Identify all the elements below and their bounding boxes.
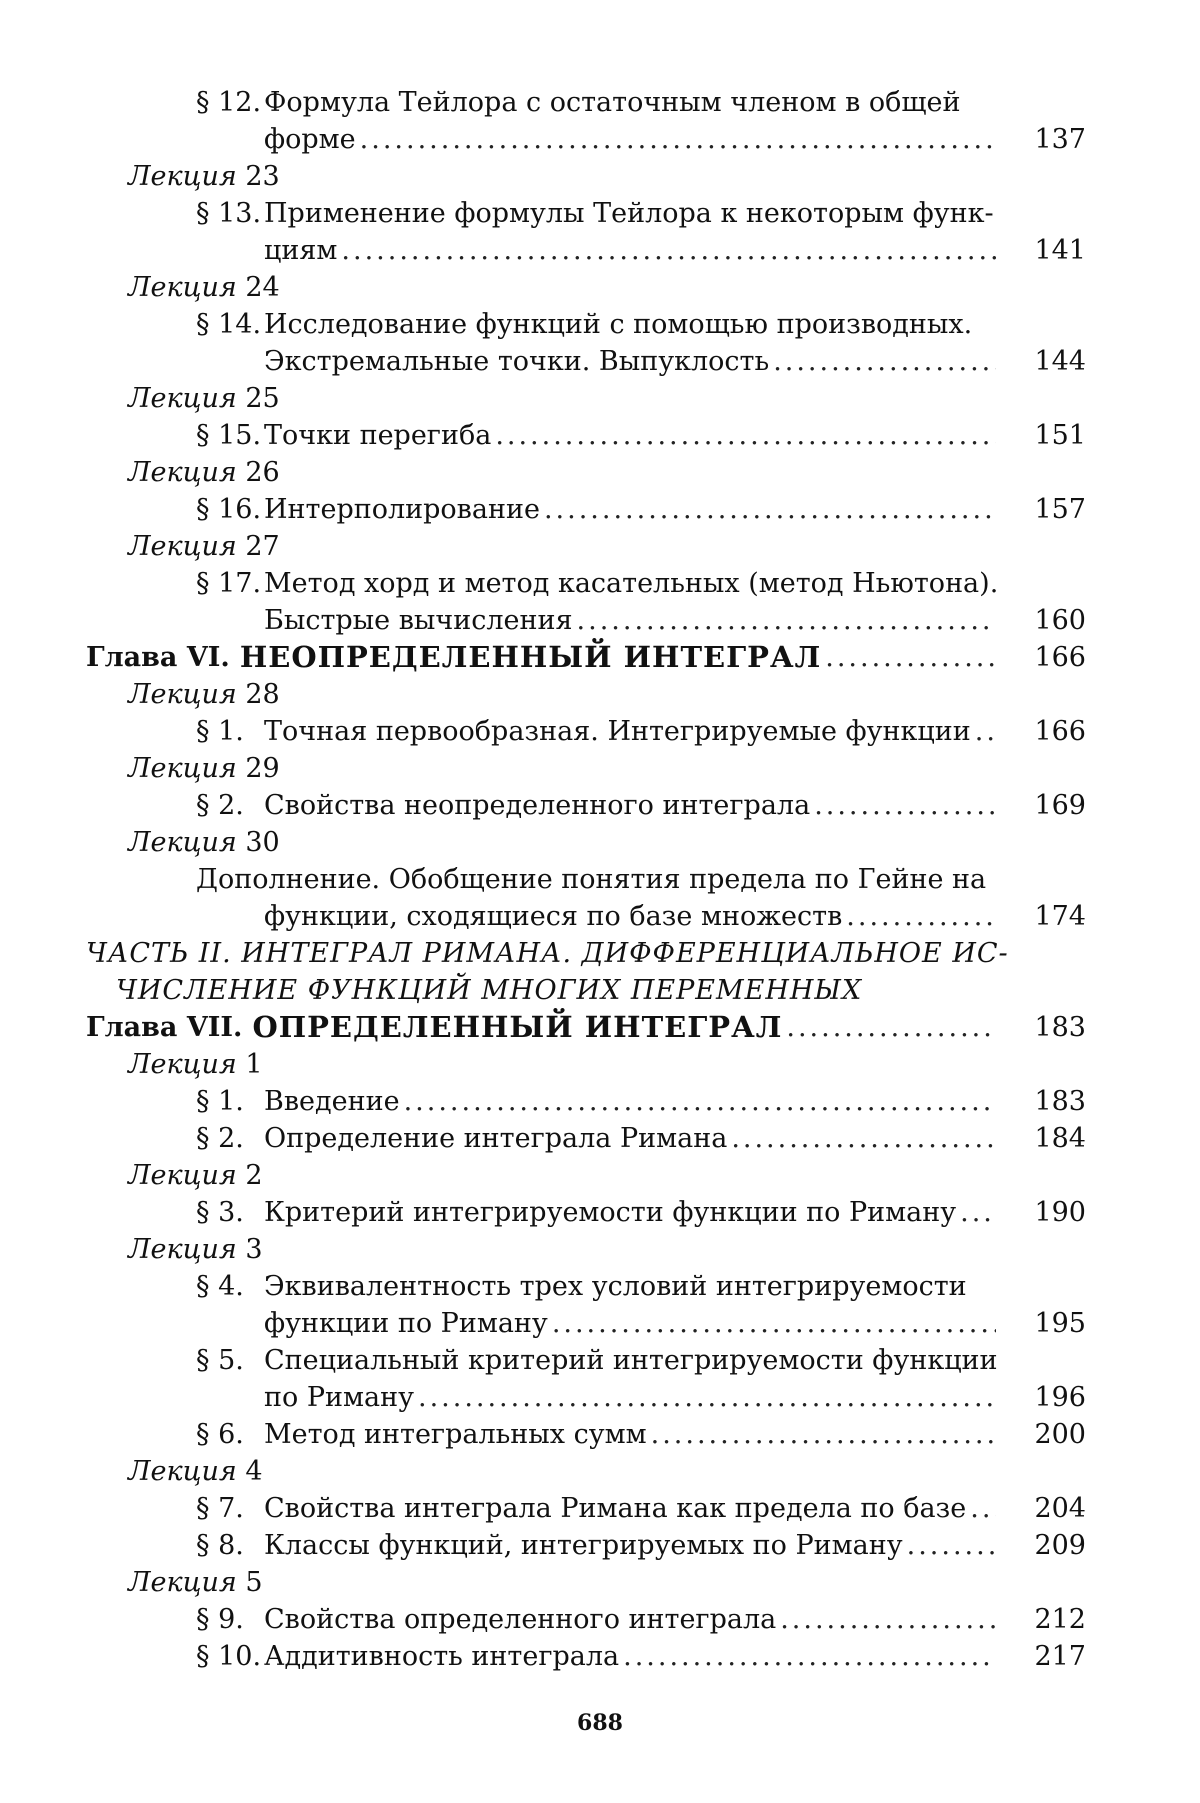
leader-dots [776,1601,996,1638]
lecture-heading [128,1046,263,1083]
section-title: Определение интеграла Римана [264,1123,728,1154]
page-number: 212 [1034,1604,1086,1635]
section-number: § 10. [196,1641,262,1672]
lecture-number: 28 [245,679,280,710]
lecture-number: 29 [245,753,280,784]
lecture-label: Лекция [128,161,237,192]
lecture-number: 1 [245,1049,263,1080]
section-title: Исследование функций с помощью производных. [264,309,973,340]
part-heading[interactable] [86,935,1009,1009]
leader-dots [971,713,996,750]
leader-dots [966,1490,996,1527]
page-number: 166 [1034,716,1086,747]
section-number: § 2. [196,790,244,821]
leader-dots [727,1120,996,1157]
lecture-heading [128,1157,263,1194]
section-number: § 4. [196,1271,244,1302]
lecture-number: 2 [245,1160,263,1191]
lecture-heading [128,1564,263,1601]
section-number: § 1. [196,716,244,747]
addendum-title: Дополнение. Обобщение понятия предела по Гейне на [196,864,987,895]
leader-dots [903,1527,996,1564]
lecture-number: 30 [245,827,280,858]
section-title-cont: форме [264,124,356,155]
lecture-number: 25 [245,383,280,414]
lecture-number: 27 [245,531,280,562]
section-number: § 14. [196,309,262,340]
leader-dots [769,343,996,380]
lecture-label: Лекция [128,1567,237,1598]
lecture-number: 3 [245,1234,263,1265]
lecture-number: 4 [245,1456,263,1487]
leader-dots [619,1638,996,1675]
leader-dots [400,1083,996,1120]
leader-dots [782,1009,996,1046]
section-title: Точная первообразная. Интегрируемые функции [264,716,971,747]
section-title-cont: функции по Риману [264,1308,548,1339]
leader-dots [337,232,996,269]
lecture-label: Лекция [128,272,237,303]
section-title-cont: Экстремальные точки. Выпуклость [264,346,770,377]
section-number: § 7. [196,1493,244,1524]
section-title: Свойства определенного интеграла [264,1604,777,1635]
leader-dots [540,491,996,528]
page-number: 141 [1034,235,1086,266]
page-footer-number: 688 [577,1710,623,1736]
page-number: 183 [1034,1086,1086,1117]
part-title-cont: ЧИСЛЕНИЕ ФУНКЦИЙ МНОГИХ ПЕРЕМЕННЫХ [116,975,863,1006]
page-number: 196 [1034,1382,1086,1413]
lecture-label: Лекция [128,1160,237,1191]
lecture-label: Лекция [128,1456,237,1487]
page-number: 195 [1034,1308,1086,1339]
lecture-label: Лекция [128,383,237,414]
section-title-cont: по Риману [264,1382,414,1413]
page-number: 144 [1034,346,1086,377]
lecture-label: Лекция [128,753,237,784]
section-number: § 1. [196,1086,244,1117]
lecture-heading [128,1453,263,1490]
leader-dots [356,121,996,158]
section-number: § 3. [196,1197,244,1228]
section-number: § 5. [196,1345,244,1376]
section-number: § 9. [196,1604,244,1635]
section-number: § 17. [196,568,262,599]
page-number: 157 [1034,494,1086,525]
page-number: 174 [1034,901,1086,932]
page-number: 151 [1034,420,1086,451]
lecture-label: Лекция [128,457,237,488]
page-number: 209 [1034,1530,1086,1561]
lecture-label: Лекция [128,679,237,710]
addendum-title-cont: функции, сходящиеся по базе множеств [264,901,843,932]
section-number: § 12. [196,87,262,118]
section-number: § 13. [196,198,262,229]
section-title: Введение [264,1086,400,1117]
page-number: 166 [1034,642,1086,673]
section-title: Аддитивность интеграла [264,1641,620,1672]
section-title: Метод интегральных сумм [264,1419,647,1450]
lecture-heading [128,824,280,861]
section-title: Точки перегиба [264,420,492,451]
page-number: 137 [1034,124,1086,155]
section-title: Интерполирование [264,494,540,525]
lecture-label: Лекция [128,1049,237,1080]
leader-dots [548,1305,996,1342]
leader-dots [842,898,996,935]
lecture-heading [128,454,280,491]
section-title: Критерий интегрируемости функции по Риману [264,1197,957,1228]
section-title-cont: циям [264,235,338,266]
leader-dots [810,787,996,824]
leader-dots [414,1379,996,1416]
section-number: § 8. [196,1530,244,1561]
section-title: Свойства неопределенного интеграла [264,790,811,821]
lecture-label: Лекция [128,1234,237,1265]
leader-dots [821,639,996,676]
lecture-number: 23 [245,161,280,192]
leader-dots [573,602,996,639]
lecture-heading [128,1231,263,1268]
section-number: § 2. [196,1123,244,1154]
lecture-number: 24 [245,272,280,303]
lecture-number: 5 [245,1567,263,1598]
section-title: Классы функций, интегрируемых по Риману [264,1530,903,1561]
section-title: Свойства интеграла Римана как предела по базе [264,1493,967,1524]
lecture-heading [128,269,280,306]
lecture-label: Лекция [128,827,237,858]
section-number: § 6. [196,1419,244,1450]
page-number: 183 [1034,1012,1086,1043]
chapter-title: ОПРЕДЕЛЕННЫЙ ИНТЕГРАЛ [252,1010,783,1044]
lecture-heading [128,750,280,787]
section-number: § 15. [196,420,262,451]
section-title: Эквивалентность трех условий интегрируемости [264,1271,967,1302]
chapter-prefix: Глава VI. [86,642,230,673]
section-number: § 16. [196,494,262,525]
lecture-heading [128,380,280,417]
lecture-heading [128,158,280,195]
section-title: Формула Тейлора с остаточным членом в общей [264,87,961,118]
part-title: ЧАСТЬ II. ИНТЕГРАЛ РИМАНА. ДИФФЕРЕНЦИАЛЬНОЕ ИС- [86,938,1009,969]
lecture-heading [128,528,280,565]
chapter-prefix: Глава VII. [86,1012,243,1043]
lecture-heading [128,676,280,713]
page-number: 200 [1034,1419,1086,1450]
page-number: 160 [1034,605,1086,636]
section-title-cont: Быстрые вычисления [264,605,573,636]
leader-dots [491,417,996,454]
lecture-label: Лекция [128,531,237,562]
chapter-title: НЕОПРЕДЕЛЕННЫЙ ИНТЕГРАЛ [239,640,822,674]
page-number: 169 [1034,790,1086,821]
page-number: 204 [1034,1493,1086,1524]
page-number: 217 [1034,1641,1086,1672]
lecture-number: 26 [245,457,280,488]
page-number: 190 [1034,1197,1086,1228]
section-title: Применение формулы Тейлора к некоторым функ- [264,198,994,229]
leader-dots [956,1194,996,1231]
page-number: 184 [1034,1123,1086,1154]
section-title: Специальный критерий интегрируемости функции [264,1345,998,1376]
leader-dots [647,1416,996,1453]
section-title: Метод хорд и метод касательных (метод Ньютона). [264,568,999,599]
